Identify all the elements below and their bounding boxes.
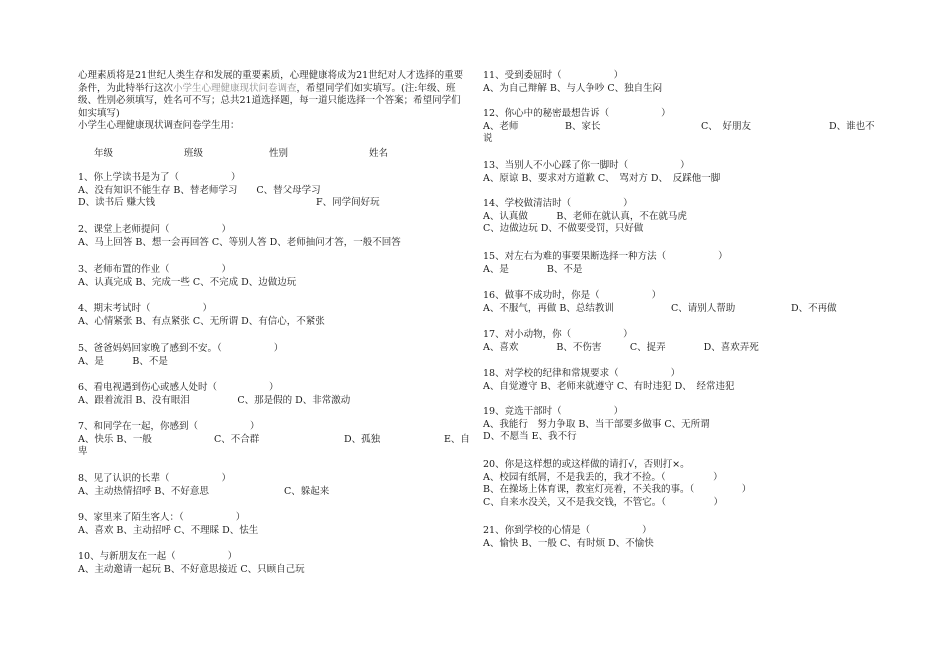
question-21: 21、你到学校的心情是（ ） A、愉快 B、一般 C、有时烦 D、不愉快 — [483, 525, 875, 550]
question-options[interactable]: D、谁也不 — [829, 120, 875, 132]
question-title: 7、和同学在一起，你感到（ — [78, 421, 199, 432]
question-20 — [483, 459, 875, 509]
intro-text-b: ，希望同学们如实填写。(注:年级、班级、性别必须填写，姓名可不写；总共21道选择题，每一道只能选择一个答案；希望同学们如实填写) — [78, 82, 461, 119]
question-options[interactable]: A、是 B、不是 — [483, 263, 583, 275]
question-4: 4、期末考试时（ ） A、心情紧张 B、有点紧张 C、无所谓 D、有信心，不紧张 — [78, 303, 470, 328]
question-options[interactable]: C、请别人帮助 — [671, 302, 736, 314]
question-options[interactable]: A、快乐 B、一般 — [78, 433, 152, 445]
question-options[interactable]: A、是 B、不是 — [78, 355, 168, 367]
question-title: 20、你是这样想的或这样做的请打√，否则打×。 — [483, 459, 690, 470]
question-12: 12、你心中的秘密最想告诉（ ） A、老师 B、家长 C、 好朋友 D、谁也不 说 — [483, 108, 875, 145]
name-field-label[interactable]: 姓名 — [369, 148, 389, 159]
intro-highlight: 小学生心理健康现状问卷调查 — [173, 82, 297, 94]
class-field-label[interactable]: 班级 — [184, 148, 204, 159]
question-options[interactable]: A、马上回答 B、想一会再回答 C、等别人答 D、老师抽问才答，一般不回答 — [78, 236, 401, 248]
question-title: 3、老师布置的作业（ — [78, 264, 170, 275]
question-title: 21、你到学校的心情是（ — [483, 525, 591, 536]
question-options[interactable]: C、不合群 — [214, 433, 260, 445]
statement-a[interactable]: A、校园有纸屑，不是我丢的，我才不捡。（ ） — [483, 471, 723, 483]
question-19: 19、竞选干部时（ ） A、我能行 努力争取 B、当干部要多做事 C、无所谓 D、不愿当 E、我不行 — [483, 406, 875, 444]
question-title: 14、学校做清洁时（ — [483, 198, 572, 209]
question-6: 6、看电视遇到伤心或感人处时（ ） A、跟着流泪 B、没有眼泪 C、那是假的 D、非常激动 — [78, 382, 470, 407]
question-title: 10、与新朋友在一起（ — [78, 551, 176, 562]
statement-b[interactable]: B、在操场上体育课，教室灯亮着，不关我的事。（ ） — [483, 484, 752, 496]
question-options[interactable]: A、自觉遵守 B、老师来就遵守 C、有时违犯 D、 经常违犯 — [483, 380, 735, 392]
question-options[interactable]: C、躲起来 — [284, 485, 330, 497]
question-title: 4、期末考试时（ — [78, 303, 151, 314]
question-2: 2、课堂上老师提问（ ） A、马上回答 B、想一会再回答 C、等别人答 D、老师抽问才答，一般不回答 — [78, 224, 470, 249]
question-options[interactable]: A、没有知识不能生存 B、替老师学习 C、替父母学习 — [78, 184, 321, 196]
survey-subtitle: 小学生心理健康现状调查问卷学生用： — [78, 120, 240, 132]
question-options[interactable]: F、同学间好玩 — [316, 197, 380, 209]
question-options[interactable]: A、喜欢 B、主动招呼 C、不理睬 D、怯生 — [78, 524, 259, 536]
statement-c[interactable]: C、自来水没关，又不是我交钱，不管它。（ ） — [483, 496, 724, 508]
question-options[interactable]: A、为自己辩解 B、与人争吵 C、独自生闷 — [483, 82, 663, 94]
question-options[interactable]: A、喜欢 B、不伤害 C、捉弄 D、喜欢弄死 — [483, 341, 759, 353]
question-1: 1、你上学读书是为了（ ） A、没有知识不能生存 B、替老师学习 C、替父母学习 D、读书后 赚大钱 F、同学间好玩 — [78, 172, 470, 210]
question-options[interactable]: A、我能行 努力争取 B、当干部要多做事 C、无所谓 — [483, 418, 710, 430]
question-options[interactable]: 说 — [483, 133, 493, 145]
question-16: 16、做事不成功时，你是（ ） A、不服气，再做 B、总结教训 C、请别人帮助 D、不再做 — [483, 290, 837, 314]
survey-intro — [78, 70, 470, 133]
question-options[interactable]: A、愉快 B、一般 C、有时烦 D、不愉快 — [483, 537, 654, 549]
question-13: 13、当别人不小心踩了你一脚时（ ） A、原谅 B、要求对方道歉 C、 骂对方 D、 反踩他一脚 — [483, 160, 875, 185]
question-title: 17、对小动物，你（ — [483, 329, 572, 340]
question-17: 17、对小动物，你（ ） A、喜欢 B、不伤害 C、捉弄 D、喜欢弄死 — [483, 329, 875, 354]
question-9: 9、家里来了陌生客人：（ ） A、喜欢 B、主动招呼 C、不理睬 D、怯生 — [78, 512, 470, 537]
question-options[interactable]: D、读书后 赚大钱 — [78, 197, 156, 209]
question-8: 8、见了认识的长辈（ ） A、主动热情招呼 B、不好意思 C、躲起来 — [78, 473, 330, 497]
question-options[interactable]: A、跟着流泪 B、没有眼泪 C、那是假的 D、非常激动 — [78, 394, 351, 406]
question-options[interactable]: D、不再做 — [791, 302, 837, 314]
question-options[interactable]: A、老师 — [483, 120, 519, 132]
gender-field-label[interactable]: 性别 — [269, 148, 289, 159]
question-title: 11、受到委屈时（ — [483, 70, 562, 81]
question-options[interactable]: A、主动邀请一起玩 B、不好意思接近 C、只顾自己玩 — [78, 563, 305, 575]
question-options[interactable]: C、 好朋友 — [701, 120, 752, 132]
question-11: 11、受到委屈时（ ） A、为自己辩解 B、与人争吵 C、独自生闷 — [483, 70, 875, 95]
question-title: 5、爸爸妈妈回家晚了感到不安。（ — [78, 343, 222, 354]
question-title: 6、看电视遇到伤心或感人处时（ — [78, 382, 218, 393]
question-options[interactable]: A、原谅 B、要求对方道歉 C、 骂对方 D、 反踩他一脚 — [483, 172, 721, 184]
question-options[interactable]: D、不愿当 E、我不行 — [483, 431, 577, 443]
intro-text-a: 心理素质将是21世纪人类生存和发展的重要素质，心理健康将成为21世纪对人才选择的重要条件，为此特举行这次 — [78, 70, 464, 94]
question-options[interactable]: E、自 — [444, 433, 470, 445]
question-title: 19、竞选干部时（ — [483, 406, 562, 417]
question-options[interactable]: B、家长 — [565, 120, 601, 132]
question-options[interactable]: A、主动热情招呼 B、不好意思 — [78, 485, 209, 497]
question-5: 5、爸爸妈妈回家晚了感到不安。（ ） A、是 B、不是 — [78, 343, 470, 368]
question-7: 7、和同学在一起，你感到（ ） A、快乐 B、一般 C、不合群 D、孤独 E、自 卑 — [78, 421, 470, 458]
question-14: 14、学校做清洁时（ ） A、认真做 B、老师在就认真，不在就马虎 C、边做边玩 D、不做要受罚，只好做 — [483, 198, 875, 236]
intro-paragraph — [78, 70, 470, 120]
question-18: 18、对学校的纪律和常规要求（ ） A、自觉遵守 B、老师来就遵守 C、有时违犯 D、 经常违犯 — [483, 368, 875, 393]
question-options[interactable]: 卑 — [78, 446, 88, 458]
question-options[interactable]: A、认真完成 B、完成一些 C、不完成 D、边做边玩 — [78, 276, 297, 288]
question-title: 16、做事不成功时，你是（ — [483, 290, 600, 301]
question-15: 15、对左右为难的事要果断选择一种方法（ ） A、是 B、不是 — [483, 251, 875, 276]
question-title: 8、见了认识的长辈（ — [78, 473, 170, 484]
question-10: 10、与新朋友在一起（ ） A、主动邀请一起玩 B、不好意思接近 C、只顾自己玩 — [78, 551, 470, 576]
question-title: 9、家里来了陌生客人：（ — [78, 512, 184, 523]
question-title: 13、当别人不小心踩了你一脚时（ — [483, 160, 629, 171]
question-options[interactable]: A、不服气，再做 B、总结教训 — [483, 302, 614, 314]
question-title: 2、课堂上老师提问（ — [78, 224, 170, 235]
question-title: 18、对学校的纪律和常规要求（ — [483, 368, 619, 379]
question-title: 1、你上学读书是为了（ — [78, 172, 180, 183]
question-options[interactable]: D、孤独 — [344, 433, 381, 445]
grade-field-label[interactable]: 年级 — [94, 148, 114, 159]
question-options[interactable]: C、边做边玩 D、不做要受罚，只好做 — [483, 223, 644, 235]
question-options[interactable]: A、心情紧张 B、有点紧张 C、无所谓 D、有信心，不紧张 — [78, 315, 325, 327]
question-options[interactable]: A、认真做 B、老师在就认真，不在就马虎 — [483, 210, 687, 222]
question-title: 12、你心中的秘密最想告诉（ — [483, 108, 610, 119]
question-title: 15、对左右为难的事要果断选择一种方法（ — [483, 251, 667, 262]
question-3: 3、老师布置的作业（ ） A、认真完成 B、完成一些 C、不完成 D、边做边玩 — [78, 264, 470, 289]
